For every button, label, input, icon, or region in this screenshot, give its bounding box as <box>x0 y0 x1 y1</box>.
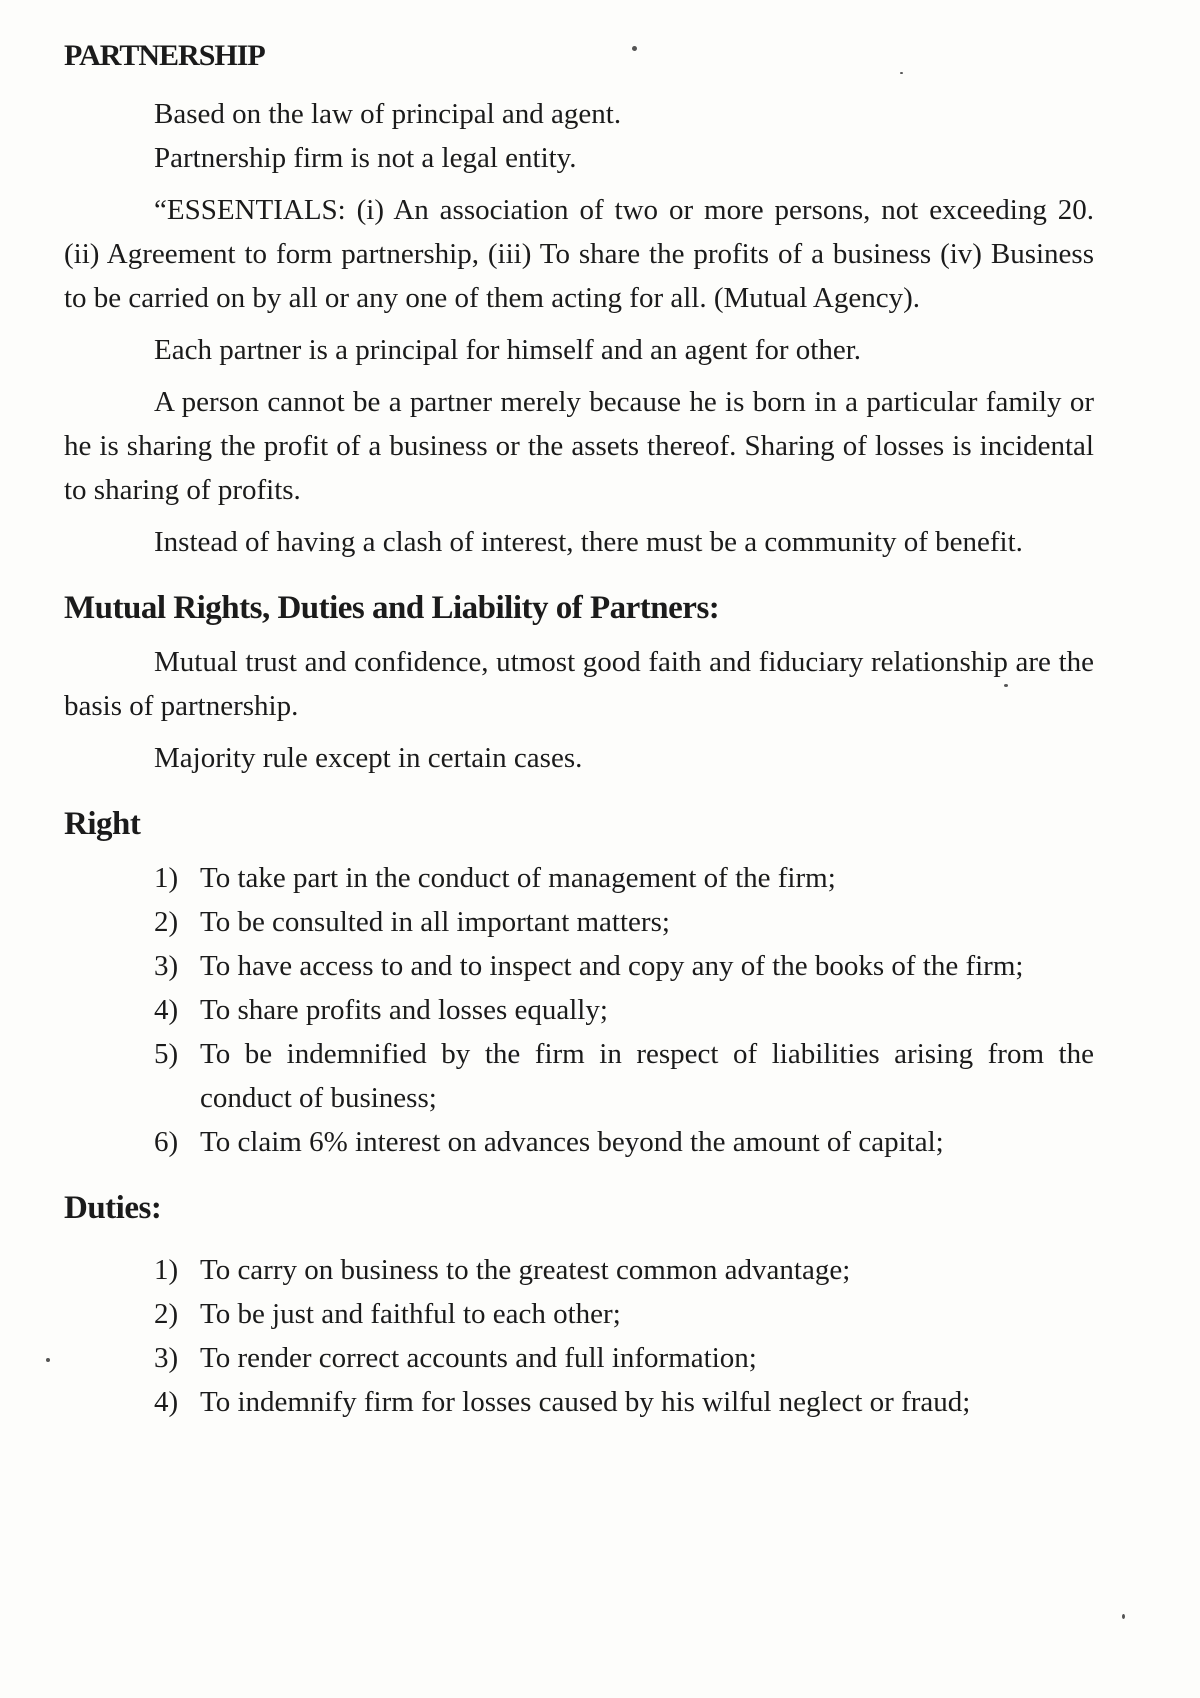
list-item: 6) To claim 6% interest on advances beyond the amount of capital; <box>154 1126 944 1158</box>
rights-list <box>64 856 1094 1164</box>
scan-speck <box>1122 1614 1125 1619</box>
majority-paragraph: Majority rule except in certain cases. <box>154 742 583 774</box>
duties-heading: Duties: <box>64 1190 162 1226</box>
list-item: 2) To be consulted in all important matters; <box>154 906 670 938</box>
list-item: 3) To render correct accounts and full information; <box>154 1342 757 1374</box>
mutual-rights-heading: Mutual Rights, Duties and Liability of Partners: <box>64 590 720 626</box>
page-title: PARTNERSHIP <box>64 39 265 72</box>
essentials-paragraph: “ESSENTIALS: (i) An association of two or more persons, not exceeding 20. (ii) Agreement to form partnership, (iii) To share the profits of a business (iv) Business to be carried on by all or any one of them acting for all. (Mutual Agency). <box>64 194 1094 314</box>
list-item: 4) To share profits and losses equally; <box>154 994 608 1026</box>
benefit-paragraph: Instead of having a clash of interest, there must be a community of benefit. <box>154 526 1023 558</box>
list-item: 1) To carry on business to the greatest common advantage; <box>154 1254 851 1286</box>
list-item: 5) To be indemnified by the firm in respect of liabilities arising from the conduct of business; <box>154 1038 1094 1114</box>
list-item: 2) To be just and faithful to each other; <box>154 1298 621 1330</box>
duties-list <box>64 1248 1094 1424</box>
trust-paragraph: Mutual trust and confidence, utmost good faith and fiduciary relationship are the basis of partnership. <box>64 646 1094 722</box>
scan-speck <box>46 1358 50 1362</box>
person-paragraph: A person cannot be a partner merely because he is born in a particular family or he is sharing the profit of a business or the assets thereof. Sharing of losses is incidental to sharing of profits. <box>64 386 1094 506</box>
list-item: 3) To have access to and to inspect and copy any of the books of the firm; <box>154 950 1024 982</box>
intro-line-2: Partnership firm is not a legal entity. <box>154 142 577 174</box>
document-body <box>64 34 1094 1424</box>
intro-line-1: Based on the law of principal and agent. <box>154 98 622 130</box>
principal-paragraph: Each partner is a principal for himself and an agent for other. <box>154 334 862 366</box>
list-item: 4) To indemnify firm for losses caused by his wilful neglect or fraud; <box>154 1386 971 1418</box>
rights-heading: Right <box>64 806 141 842</box>
list-item: 1) To take part in the conduct of management of the firm; <box>154 862 836 894</box>
